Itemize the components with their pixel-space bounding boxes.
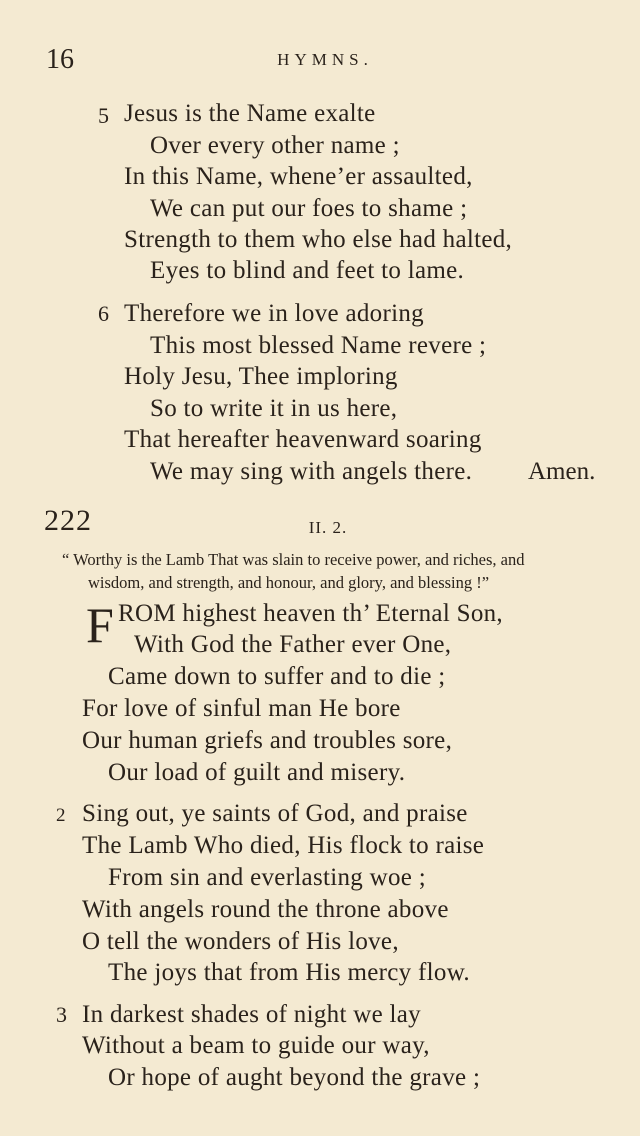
verse-line: In darkest shades of night we lay	[82, 1001, 421, 1028]
verse-line: Therefore we in love adoring	[124, 300, 424, 327]
verse-line: Over every other name ;	[150, 132, 400, 159]
verse-line: Our load of guilt and misery.	[108, 759, 406, 786]
epigraph-line: “ Worthy is the Lamb That was slain to receive power, and riches, and	[62, 550, 525, 569]
verse-line: Sing out, ye saints of God, and praise	[82, 800, 468, 827]
verse-line: We may sing with angels there.	[150, 458, 473, 485]
verse-line: Holy Jesu, Thee imploring	[124, 363, 398, 390]
verse-number: 2	[56, 805, 66, 826]
verse-line: Jesus is the Name exalte	[124, 100, 376, 127]
verse-line: Or hope of aught beyond the grave ;	[108, 1064, 481, 1091]
verse-line: Our human griefs and troubles sore,	[82, 727, 453, 754]
verse-line: So to write it in us here,	[150, 395, 398, 422]
verse-line: O tell the wonders of His love,	[82, 928, 399, 955]
drop-cap: F	[86, 597, 114, 653]
epigraph-line: wisdom, and strength, and honour, and glory, and blessing !”	[88, 573, 490, 592]
verse-line: With angels round the throne above	[82, 896, 449, 923]
verse-line: For love of sinful man He bore	[82, 695, 401, 722]
verse-number: 5	[98, 103, 109, 128]
hymn-meter: II. 2.	[308, 518, 348, 537]
verse-line: In this Name, whene’er assaulted,	[124, 163, 473, 190]
verse-line: With God the Father ever One,	[134, 631, 452, 658]
verse-line: Came down to suffer and to die ;	[108, 663, 446, 690]
page-number: 16	[46, 44, 74, 75]
verse-line: This most blessed Name revere ;	[150, 332, 487, 359]
verse-line: From sin and everlasting woe ;	[108, 864, 426, 891]
running-title: HYMNS.	[277, 50, 373, 69]
verse-number: 3	[56, 1002, 67, 1027]
verse-line: Without a beam to guide our way,	[82, 1032, 430, 1059]
amen: Amen.	[528, 458, 596, 485]
verse-line: The joys that from His mercy flow.	[108, 959, 470, 986]
verse-line: Eyes to blind and feet to lame.	[150, 257, 465, 284]
verse-line: That hereafter heavenward soaring	[124, 426, 482, 453]
verse-line: The Lamb Who died, His flock to raise	[82, 832, 485, 859]
hymn-number: 222	[44, 504, 92, 537]
verse-line: ROM highest heaven th’ Eternal Son,	[118, 600, 503, 627]
verse-line: We can put our foes to shame ;	[150, 195, 468, 222]
verse-number: 6	[98, 301, 109, 326]
verse-line: Strength to them who else had halted,	[124, 226, 513, 253]
